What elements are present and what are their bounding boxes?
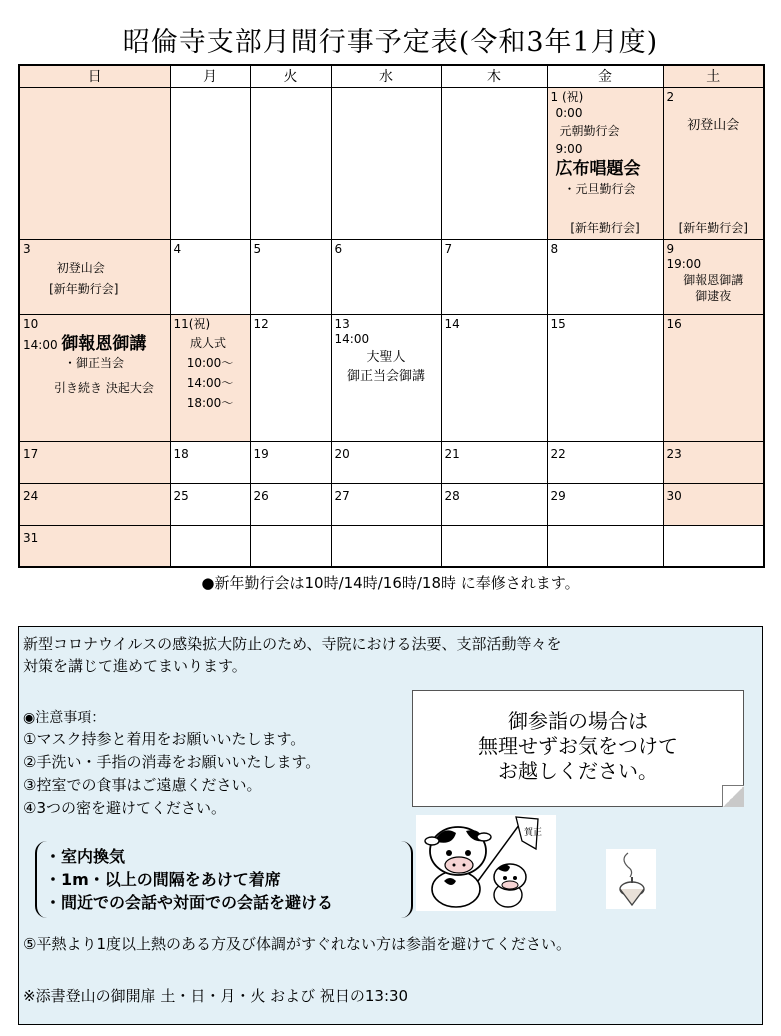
day-cell-8 [547, 239, 663, 314]
new-year-service-note: ●新年勤行会は10時/14時/16時/18時 に奉修されます。 [201, 574, 580, 592]
day-cell-11 [170, 314, 250, 441]
event-time: 14:00 [23, 337, 58, 352]
bracket-item: ・1m・以上の間隔をあけて着席 [45, 870, 281, 889]
day-cell-27 [331, 483, 441, 525]
weekday-header-row [19, 65, 764, 87]
day-cell-empty [250, 87, 331, 239]
day-number: 6 [334, 241, 343, 256]
spinning-top-illustration [606, 849, 656, 909]
event-label: 初登山会 [56, 260, 105, 275]
event-label: ・御正当会 [64, 355, 125, 370]
day-number: 11(祝) [173, 316, 211, 331]
day-number: 30 [666, 488, 682, 503]
notice-heading: ◉注意事項： [23, 710, 106, 726]
event-label: 御正当会御講 [346, 368, 425, 384]
day-cell-15 [547, 314, 663, 441]
event-time: 14:00～ [186, 375, 234, 390]
weekday-sun: 日 [19, 65, 170, 87]
day-cell-21 [441, 441, 547, 483]
day-cell-1 [547, 87, 663, 239]
day-cell-17 [19, 441, 170, 483]
event-time: 10:00～ [186, 355, 234, 370]
event-label: 元朝勤行会 [559, 123, 620, 138]
cow-icon [416, 815, 556, 911]
bracket-item: ・室内換気 [45, 847, 126, 866]
day-number: 19 [253, 446, 269, 461]
day-cell-6 [331, 239, 441, 314]
notice-footer: ※添書登山の御開扉 土・日・月・火 および 祝日の13:30 [23, 987, 409, 1005]
visit-caution-note [412, 690, 744, 807]
day-cell-empty [170, 525, 250, 567]
day-number: 16 [666, 316, 682, 331]
day-number: 27 [334, 488, 350, 503]
day-cell-empty [19, 87, 170, 239]
day-number: 22 [550, 446, 566, 461]
page-title: 昭倫寺支部月間行事予定表(令和3年1月度) [122, 27, 659, 58]
day-cell-13 [331, 314, 441, 441]
day-cell-31 [19, 525, 170, 567]
event-tag: [新年勤行会] [678, 220, 748, 235]
week-row-6 [19, 525, 764, 567]
day-cell-29 [547, 483, 663, 525]
ventilation-bracket [35, 841, 413, 918]
week-row-5 [19, 483, 764, 525]
event-label: 引き続き 決起大会 [54, 380, 154, 395]
day-cell-empty [547, 525, 663, 567]
weekday-wed: 水 [331, 65, 441, 87]
flag-text: 賀正 [524, 828, 543, 838]
page-curl-icon [722, 785, 744, 807]
day-number: 20 [334, 446, 350, 461]
notice-item-4: ④3つの密を避けてください。 [23, 799, 226, 817]
day-number: 17 [23, 446, 39, 461]
week-row-2 [19, 239, 764, 314]
event-time: 9:00 [555, 141, 583, 156]
day-number: 31 [23, 530, 39, 545]
day-number: 7 [444, 241, 453, 256]
notice-intro-line-2: 対策を講じて進めてまいります。 [23, 657, 247, 675]
day-number: 14 [444, 316, 460, 331]
event-time: 19:00 [666, 256, 702, 271]
weekday-tue: 火 [250, 65, 331, 87]
day-number: 12 [253, 316, 269, 331]
weekday-sat: 土 [663, 65, 764, 87]
weekday-thu: 木 [441, 65, 547, 87]
notice-intro-line-1: 新型コロナウイルスの感染拡大防止のため、寺院における法要、支部活動等々を [23, 635, 562, 653]
event-label: 初登山会 [687, 117, 740, 133]
day-cell-20 [331, 441, 441, 483]
day-number: 13 [334, 316, 350, 331]
notice-item-1: ①マスク持参と着用をお願いいたします。 [23, 730, 306, 748]
day-number: 2 [666, 89, 675, 104]
day-cell-empty [331, 87, 441, 239]
spinning-top-icon [606, 849, 656, 909]
day-cell-empty [331, 525, 441, 567]
day-number: 9 [666, 241, 675, 256]
day-cell-10 [19, 314, 170, 441]
event-label: 御逮夜 [695, 288, 732, 303]
notice-item-2: ②手洗い・手指の消毒をお願いいたします。 [23, 753, 321, 771]
day-cell-7 [441, 239, 547, 314]
event-time: 14:00 [334, 331, 370, 346]
day-cell-14 [441, 314, 547, 441]
day-number: 25 [173, 488, 189, 503]
day-number: 18 [173, 446, 189, 461]
covid-notice-panel [18, 626, 763, 1025]
note-line: 無理せずお気をつけて [478, 734, 678, 758]
day-number: 28 [444, 488, 460, 503]
day-cell-26 [250, 483, 331, 525]
day-number: 23 [666, 446, 682, 461]
event-tag: [新年勤行会] [49, 281, 119, 296]
day-number: 8 [550, 241, 559, 256]
note-line: 御参詣の場合は [508, 709, 648, 733]
event-time: 18:00～ [186, 395, 234, 410]
event-label-major: 御報恩御講 [61, 333, 147, 354]
day-cell-22 [547, 441, 663, 483]
event-time: 0:00 [555, 105, 583, 120]
day-cell-empty [170, 87, 250, 239]
day-cell-30 [663, 483, 764, 525]
day-cell-16 [663, 314, 764, 441]
day-number: 10 [23, 316, 39, 331]
day-cell-5 [250, 239, 331, 314]
day-cell-9 [663, 239, 764, 314]
week-row-4 [19, 441, 764, 483]
day-number: 24 [23, 488, 39, 503]
day-number: 5 [253, 241, 262, 256]
cow-illustration [416, 815, 556, 911]
day-number: 26 [253, 488, 269, 503]
day-cell-empty [250, 525, 331, 567]
event-label: 成人式 [189, 335, 226, 350]
day-number: 21 [444, 446, 460, 461]
weekday-mon: 月 [170, 65, 250, 87]
day-cell-23 [663, 441, 764, 483]
notice-item-5: ⑤平熱より1度以上熱のある方及び体調がすぐれない方は参詣を避けてください。 [23, 935, 571, 953]
day-number: 1 (祝) [550, 89, 584, 104]
right-bracket [399, 841, 413, 918]
week-row-3 [19, 314, 764, 441]
day-cell-28 [441, 483, 547, 525]
event-tag: [新年勤行会] [570, 220, 640, 235]
day-cell-empty [441, 87, 547, 239]
weekday-fri: 金 [547, 65, 663, 87]
day-cell-empty [441, 525, 547, 567]
day-cell-empty [663, 525, 764, 567]
day-number: 15 [550, 316, 566, 331]
event-label-major: 広布唱題会 [555, 158, 641, 179]
week-row-1 [19, 87, 764, 239]
event-label: 大聖人 [366, 349, 406, 365]
day-cell-2 [663, 87, 764, 239]
day-cell-3 [19, 239, 170, 314]
calendar-table [18, 64, 765, 568]
note-line: お越しください。 [498, 759, 658, 783]
day-cell-18 [170, 441, 250, 483]
day-number: 3 [23, 241, 31, 256]
notice-item-3: ③控室での食事はご遠慮ください。 [23, 776, 262, 794]
day-number: 4 [173, 241, 182, 256]
event-label: 御報恩御講 [683, 272, 744, 287]
day-cell-12 [250, 314, 331, 441]
day-cell-4 [170, 239, 250, 314]
event-label: ・元旦勤行会 [563, 181, 636, 196]
bracket-item: ・間近での会話や対面での会話を避ける [45, 893, 334, 912]
day-cell-19 [250, 441, 331, 483]
day-number: 29 [550, 488, 566, 503]
day-cell-24 [19, 483, 170, 525]
day-cell-25 [170, 483, 250, 525]
